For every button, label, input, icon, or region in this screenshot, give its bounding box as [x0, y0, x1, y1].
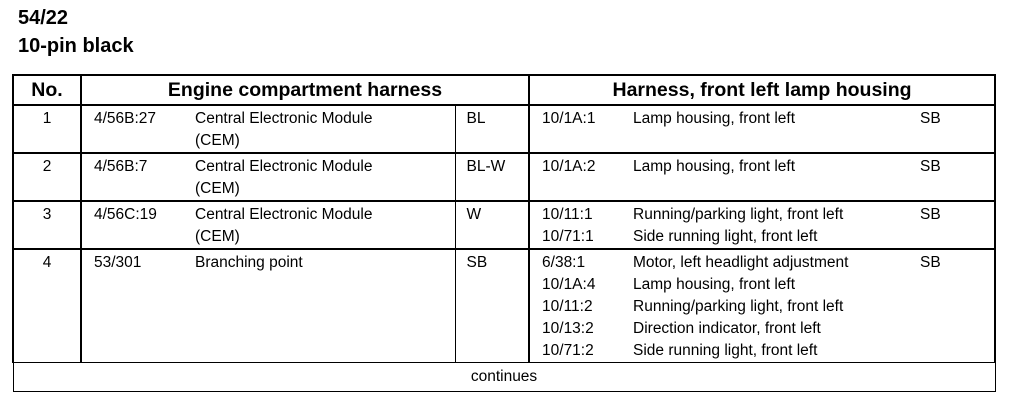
header-engine-compartment-harness: Engine compartment harness [81, 75, 529, 105]
table-row [13, 201, 995, 249]
right-wire-color: SB [909, 153, 995, 201]
left-description [195, 201, 455, 249]
left-description [195, 249, 455, 363]
table-footer-row [13, 363, 995, 392]
table-row [13, 153, 995, 201]
left-description-line: Branching point [195, 254, 303, 271]
right-description: Side running light, front left [633, 342, 818, 359]
right-code: 10/11:2 [542, 298, 593, 315]
left-wire-color: BL [455, 105, 529, 153]
right-descriptions [633, 201, 909, 249]
connector-description: 10-pin black [18, 35, 134, 57]
left-description [195, 105, 455, 153]
pin-number: 4 [13, 249, 81, 363]
right-descriptions [633, 153, 909, 201]
right-description: Running/parking light, front left [633, 298, 844, 315]
right-description: Motor, left headlight adjustment [633, 254, 849, 271]
right-code: 10/71:1 [542, 228, 594, 245]
right-codes [529, 201, 633, 249]
left-description-line: Central Electronic Module [195, 158, 373, 175]
right-code: 6/38:1 [542, 254, 586, 271]
left-description-line: (CEM) [195, 180, 240, 197]
right-codes [529, 153, 633, 201]
table-header-row [13, 75, 995, 105]
left-description-line: Central Electronic Module [195, 206, 373, 223]
pin-number: 2 [13, 153, 81, 201]
right-wire-color: SB [909, 249, 995, 363]
left-wire-color: BL-W [455, 153, 529, 201]
left-code: 4/56B:7 [81, 153, 195, 201]
right-codes [529, 105, 633, 153]
right-wire-color: SB [909, 201, 995, 249]
left-description-line: Central Electronic Module [195, 110, 373, 127]
table-row [13, 105, 995, 153]
right-code: 10/13:2 [542, 320, 594, 337]
right-descriptions [633, 105, 909, 153]
left-code: 53/301 [94, 254, 142, 271]
right-description: Lamp housing, front left [633, 158, 796, 175]
right-code: 10/1A:2 [542, 158, 596, 175]
left-code: 4/56C:19 [81, 201, 195, 249]
table-row [13, 249, 995, 363]
left-description-line: (CEM) [195, 228, 240, 245]
header-front-left-lamp-housing-harness: Harness, front left lamp housing [529, 75, 995, 105]
left-wire-color: SB [455, 249, 529, 363]
right-description: Running/parking light, front left [633, 206, 844, 223]
right-code: 10/11:1 [542, 206, 593, 223]
right-code: 10/1A:4 [542, 276, 596, 293]
right-description: Direction indicator, front left [633, 320, 821, 337]
right-wire-color: SB [909, 105, 995, 153]
pin-number: 3 [13, 201, 81, 249]
header-no: No. [13, 75, 81, 105]
connector-code: 54/22 [18, 7, 69, 29]
pin-number: 1 [13, 105, 81, 153]
right-codes [529, 249, 633, 363]
right-code: 10/1A:1 [542, 110, 596, 127]
left-wire-color: W [455, 201, 529, 249]
right-description: Lamp housing, front left [633, 110, 796, 127]
right-description: Lamp housing, front left [633, 276, 796, 293]
continues-note: continues [13, 363, 995, 392]
right-code: 10/71:2 [542, 342, 594, 359]
left-description-line: (CEM) [195, 132, 240, 149]
right-descriptions [633, 249, 909, 363]
right-description: Side running light, front left [633, 228, 818, 245]
left-code: 4/56B:27 [81, 105, 195, 153]
left-description [195, 153, 455, 201]
connector-pin-table [12, 74, 996, 392]
